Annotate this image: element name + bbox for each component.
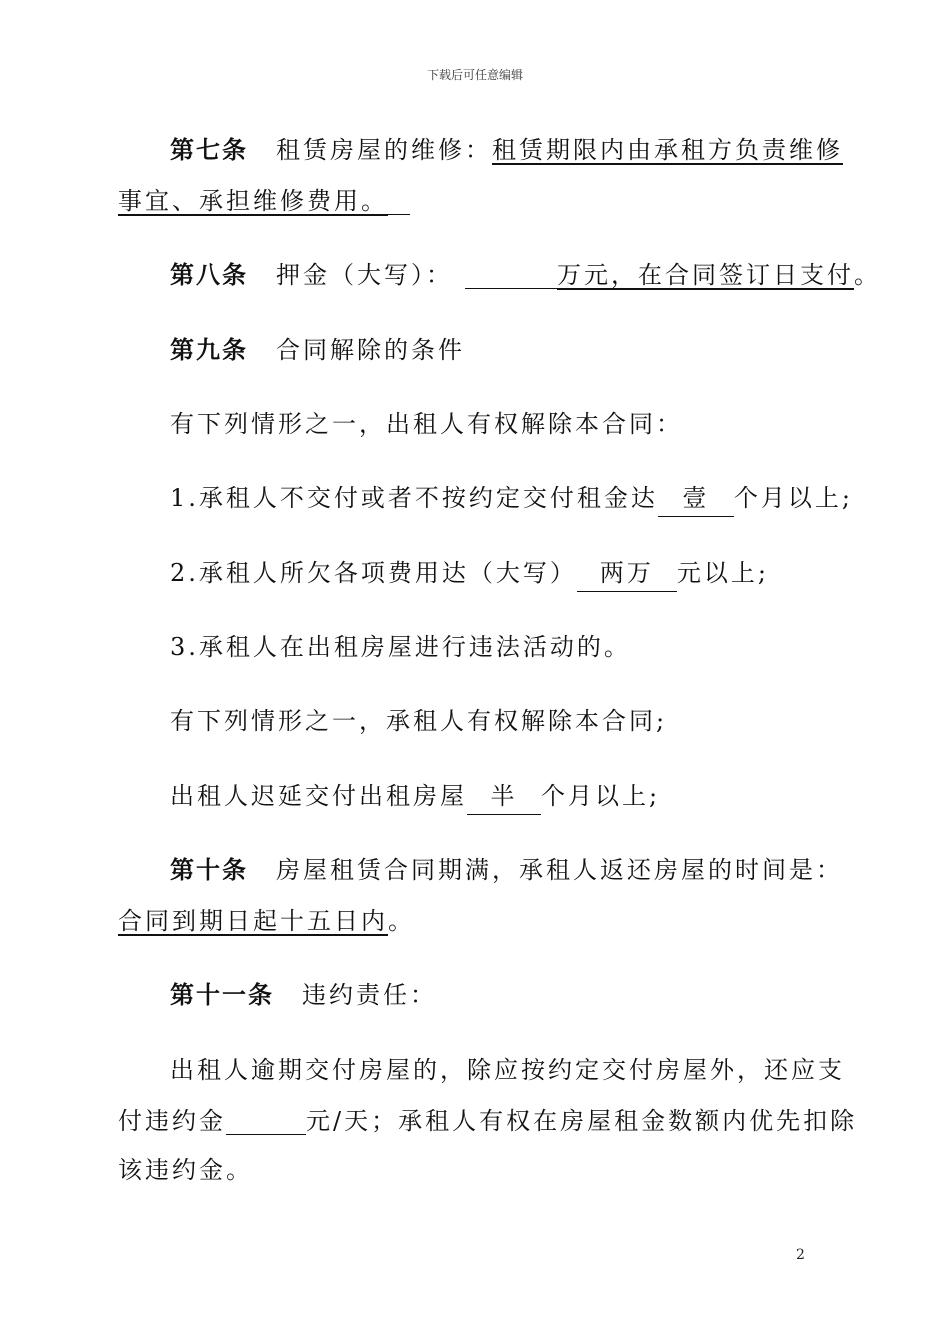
condition-2-suffix: 元以上; [676, 559, 769, 587]
article-9-label: 合同解除的条件 [276, 336, 465, 364]
article-11-label: 违约责任： [302, 981, 437, 1009]
lessor-condition-2 [170, 549, 885, 597]
article-7-body-line-1: 租赁期限内由承租方负责维修 [492, 136, 843, 164]
condition-2-text: 2.承租人所欠各项费用达（大写） [170, 559, 577, 587]
article-7-line-1 [170, 126, 885, 174]
article-11-para-line-2-text: 付违约金 [118, 1107, 226, 1135]
article-10-body-line-1: 房屋租赁合同期满，承租人返还房屋的时间是： [276, 856, 843, 884]
article-7-heading: 第七条 [170, 135, 248, 164]
article-10-end: 。 [388, 907, 415, 935]
article-7-body-line-2: 事宜、承担维修费用。 [118, 187, 388, 215]
lessee-condition-suffix: 个月以上; [541, 782, 661, 810]
lessee-condition-months-fill: 半 [467, 778, 541, 815]
article-10-line-1 [170, 846, 885, 894]
article-7-underline-tail [388, 182, 410, 215]
article-8-heading: 第八条 [170, 260, 248, 289]
article-10-body-line-2: 合同到期日起十五日内 [118, 907, 388, 935]
condition-1-months-fill: 壹 [658, 480, 734, 517]
lessor-condition-3: 3.承租人在出租房屋进行违法活动的。 [170, 633, 631, 661]
lessee-termination-intro: 有下列情形之一，承租人有权解除本合同; [170, 707, 668, 735]
article-11-line [170, 971, 885, 1019]
penalty-amount-blank [226, 1102, 306, 1135]
condition-2-amount-fill: 两万 [577, 555, 677, 592]
article-11-para-line-2 [118, 1097, 858, 1145]
lessee-condition [170, 772, 885, 820]
article-7-label: 租赁房屋的维修： [276, 136, 492, 164]
article-11-para-line-2-suffix: 元/天；承租人有权在房屋租金数额内优先扣除 [306, 1107, 858, 1135]
article-11-para-line-3: 该违约金。 [118, 1156, 253, 1184]
article-10-line-2 [118, 897, 833, 945]
lessor-condition-1 [170, 474, 885, 522]
article-10-heading: 第十条 [170, 855, 248, 884]
article-8-label: 押金（大写）： [276, 261, 453, 289]
article-9-heading: 第九条 [170, 335, 248, 364]
article-7-line-2 [118, 177, 833, 225]
article-8-body: 万元，在合同签订日支付 [557, 261, 854, 289]
condition-1-text: 1.承租人不交付或者不按约定交付租金达 [170, 484, 658, 512]
article-8-end: 。 [854, 261, 881, 289]
article-11-heading: 第十一条 [170, 980, 274, 1009]
article-9-line [170, 326, 885, 374]
article-11-para-line-1: 出租人逾期交付房屋的，除应按约定交付房屋外，还应支 [170, 1056, 845, 1084]
page-number: 2 [796, 1247, 805, 1263]
page-header: 下载后可任意编辑 [426, 68, 523, 82]
deposit-amount-blank [465, 256, 557, 289]
condition-1-suffix: 个月以上; [733, 484, 853, 512]
article-8-line [170, 251, 885, 299]
lessee-condition-text: 出租人迟延交付出租房屋 [170, 782, 467, 810]
lessor-termination-intro: 有下列情形之一，出租人有权解除本合同： [170, 410, 683, 438]
